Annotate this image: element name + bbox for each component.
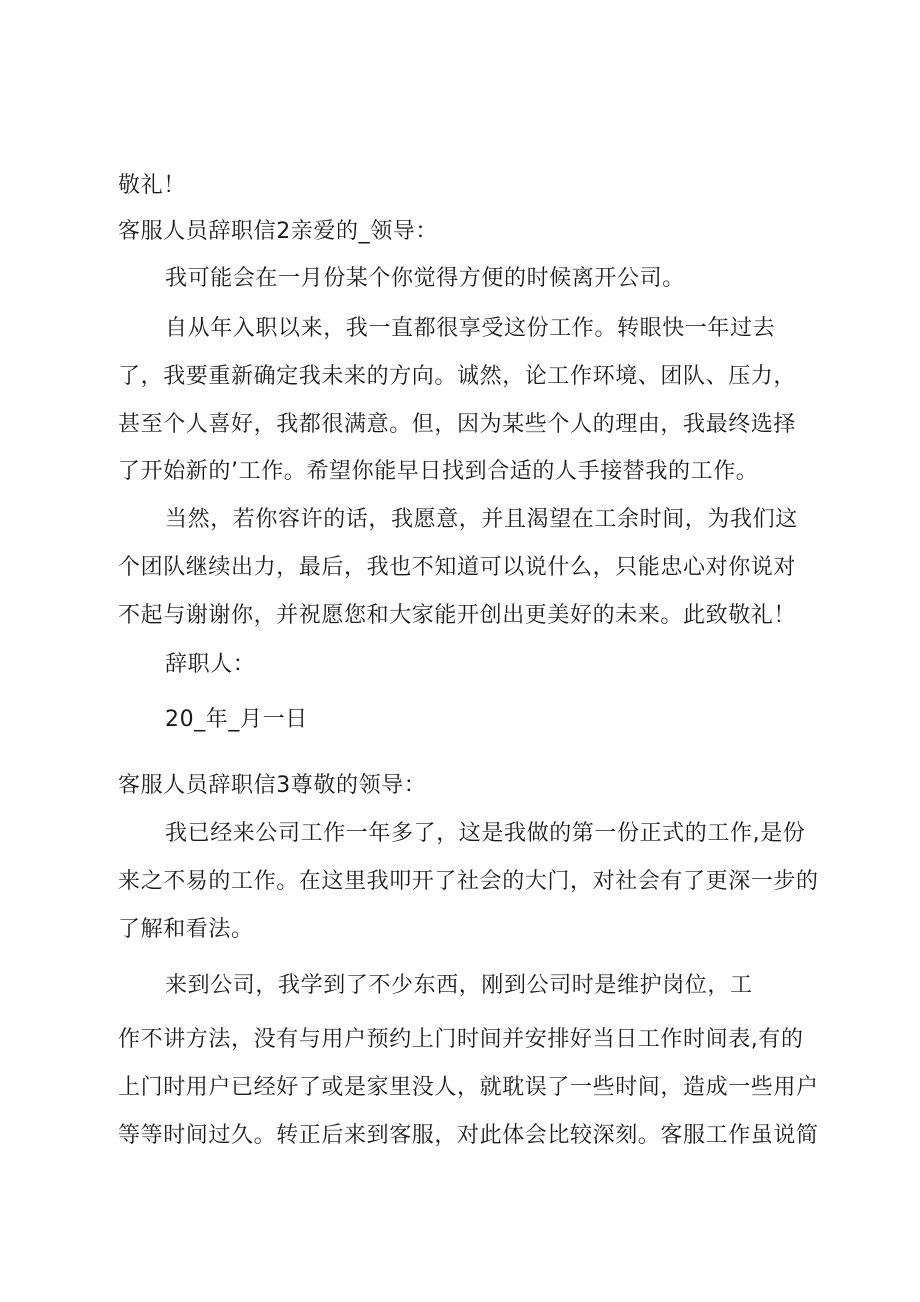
letter-3-paragraph-2-line: 作不讲方法，没有与用户预约上门时间并安排好当日工作时间表,有的 xyxy=(118,1027,804,1052)
letter-3-paragraph-2-line: 上门时用户已经好了或是家里没人，就耽误了一些时间，造成一些用户 xyxy=(118,1075,819,1100)
closing-salutation: 敬礼！ xyxy=(118,173,186,198)
letter-3-paragraph-1-line: 来之不易的工作。在这里我叩开了社会的大门，对社会有了更深一步的 xyxy=(118,869,819,894)
letter-2-paragraph-2-line: 了开始新的’工作。希望你能早日找到合适的人手接替我的工作。 xyxy=(118,459,759,484)
letter-3-paragraph-2-line: 来到公司，我学到了不少东西，刚到公司时是维护岗位，工 xyxy=(165,973,753,998)
letter-3-heading: 客服人员辞职信3尊敬的领导： xyxy=(118,773,427,798)
letter-2-signer: 辞职人： xyxy=(165,652,256,677)
letter-2-paragraph-2-line: 了，我要重新确定我未来的方向。诚然，论工作环境、团队、压力， xyxy=(118,364,797,389)
letter-3-paragraph-1-line: 了解和看法。 xyxy=(118,917,254,942)
letter-2-date: 20_年_月一日 xyxy=(165,707,308,732)
letter-2-paragraph-1: 我可能会在一月份某个你觉得方便的时候离开公司。 xyxy=(165,266,685,291)
letter-3-paragraph-2-line: 等等时间过久。转正后来到客服，对此体会比较深刻。客服工作虽说简 xyxy=(118,1123,819,1148)
letter-3-paragraph-1-line: 我已经来公司工作一年多了，这是我做的第一份正式的工作,是份 xyxy=(165,821,806,846)
letter-2-paragraph-2-line: 甚至个人喜好，我都很满意。但，因为某些个人的理由，我最终选择 xyxy=(118,412,797,437)
letter-2-heading: 客服人员辞职信2亲爱的_领导： xyxy=(118,219,438,244)
letter-2-paragraph-2-line: 自从年入职以来，我一直都很享受这份工作。转眼快一年过去 xyxy=(165,316,776,341)
letter-2-paragraph-3-line: 个团队继续出力，最后，我也不知道可以说什么，只能忠心对你说对 xyxy=(118,555,797,580)
letter-2-paragraph-3-line: 不起与谢谢你，并祝愿您和大家能开创出更美好的未来。此致敬礼！ xyxy=(118,603,797,628)
letter-2-paragraph-3-line: 当然，若你容许的话，我愿意，并且渴望在工余时间，为我们这 xyxy=(165,507,798,532)
